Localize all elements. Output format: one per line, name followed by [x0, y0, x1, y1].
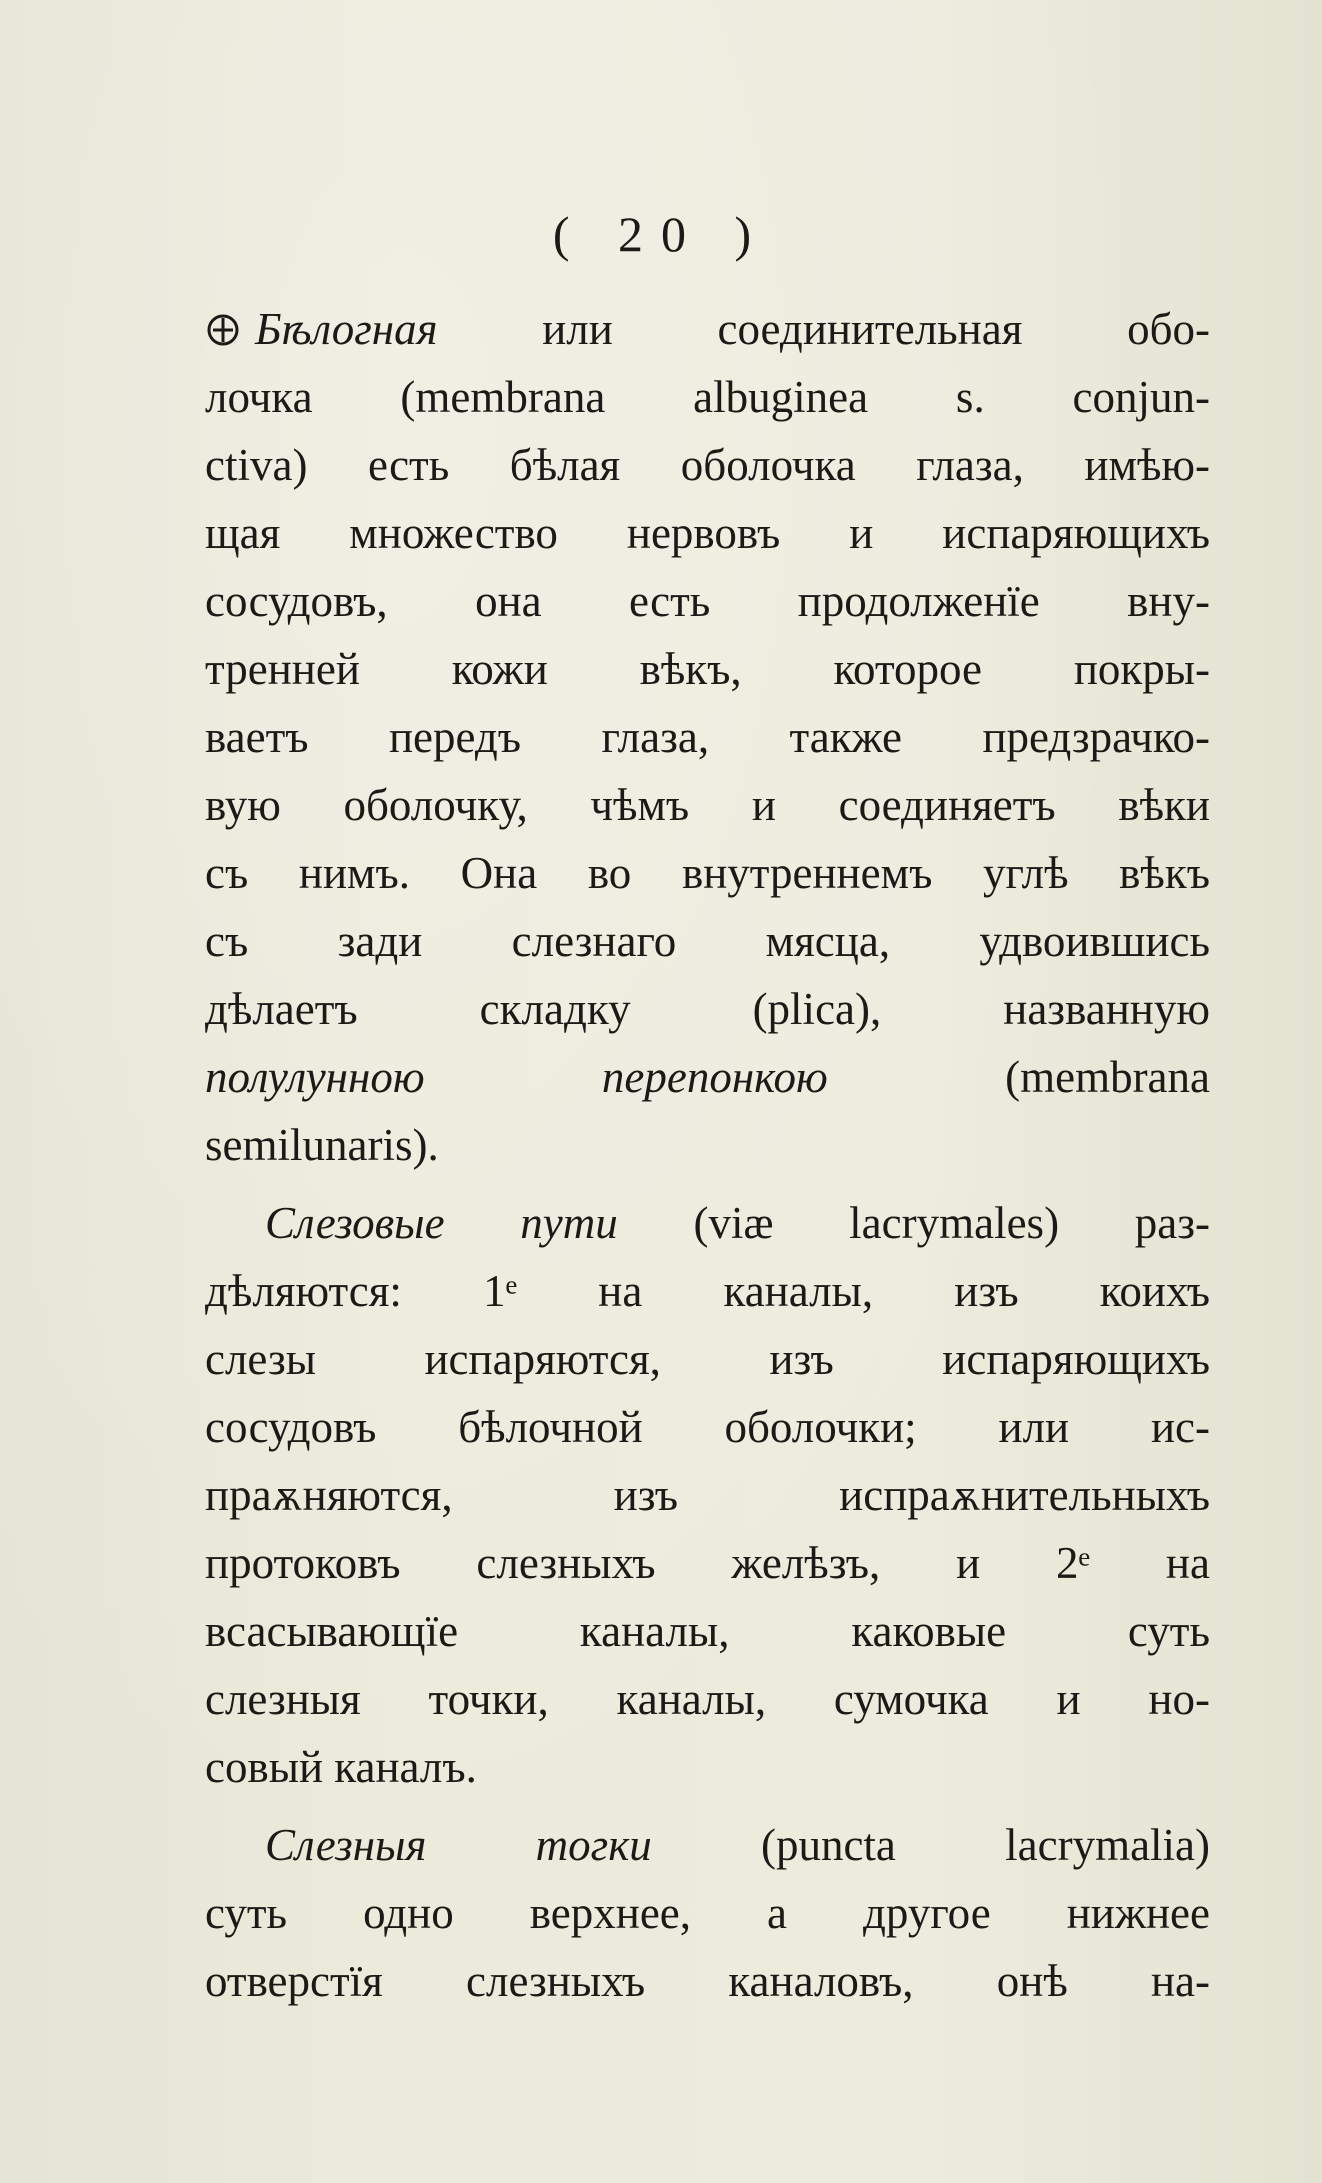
line-text: (viæ lacrymales) раз-: [617, 1198, 1210, 1248]
body-text: [205, 295, 1210, 2015]
text-line: [205, 1043, 1210, 1111]
line-text: всасывающїе каналы, каковые суть: [205, 1606, 1210, 1656]
line-text: совый каналъ.: [205, 1742, 477, 1792]
text-line: [205, 1597, 1210, 1665]
text-line: [205, 1879, 1210, 1947]
line-text: ctiva) есть бѣлая оболочка глаза, имѣю-: [205, 440, 1210, 490]
line-text: semilunaris).: [205, 1120, 439, 1170]
italic-term: полулунною перепонкою: [205, 1052, 828, 1102]
line-text: вую оболочку, чѣмъ и соединяетъ вѣки: [205, 780, 1210, 830]
text-line: [205, 1393, 1210, 1461]
line-text: сосудовъ, она есть продолженїе вну-: [205, 576, 1210, 626]
text-line: [205, 1733, 1210, 1801]
line-text: протоковъ слезныхъ желѣзъ, и 2ᵉ на: [205, 1538, 1210, 1588]
text-line: [205, 567, 1210, 635]
text-line: [205, 499, 1210, 567]
text-line: [205, 1529, 1210, 1597]
italic-term: Слезныя тогки: [265, 1820, 652, 1870]
text-line: [205, 1947, 1210, 2015]
line-text: (membrana: [827, 1052, 1210, 1102]
text-line: [205, 635, 1210, 703]
italic-term: Слезовые пути: [265, 1198, 618, 1248]
line-text: тренней кожи вѣкъ, которое покры-: [205, 644, 1210, 694]
line-text: щая множество нервовъ и испаряющихъ: [205, 508, 1210, 558]
line-text: съ нимъ. Она во внутреннемъ углѣ вѣкъ: [205, 848, 1210, 898]
line-text: праѫняются, изъ испраѫнительныхъ: [205, 1470, 1210, 1520]
text-line: [205, 1461, 1210, 1529]
text-line: [205, 703, 1210, 771]
line-text: ваетъ передъ глаза, также предзрачко-: [205, 712, 1210, 762]
line-text: дѣляются: 1ᵉ на каналы, изъ коихъ: [205, 1266, 1210, 1316]
line-text: слезы испаряются, изъ испаряющихъ: [205, 1334, 1210, 1384]
line-text: слезныя точки, каналы, сумочка и но-: [205, 1674, 1210, 1724]
line-text: (puncta lacrymalia): [651, 1820, 1210, 1870]
text-line: [205, 771, 1210, 839]
text-line: [205, 1665, 1210, 1733]
line-text: суть одно верхнее, а другое нижнее: [205, 1888, 1210, 1938]
line-text: отверстїя слезныхъ каналовъ, онѣ на-: [205, 1956, 1210, 2006]
text-line: [205, 907, 1210, 975]
italic-term: Бѣлогная: [255, 304, 438, 354]
page-number: ( 20 ): [552, 206, 770, 262]
text-line: [205, 295, 1210, 363]
text-line: [205, 431, 1210, 499]
line-text: съ зади слезнаго мясца, удвоившись: [205, 916, 1210, 966]
line-text: или соединительная обо-: [437, 304, 1210, 354]
line-text: сосудовъ бѣлочной оболочки; или ис-: [205, 1402, 1210, 1452]
text-line: [205, 839, 1210, 907]
text-line: [205, 1325, 1210, 1393]
text-line: [205, 975, 1210, 1043]
text-line: [205, 1111, 1210, 1179]
line-text: дѣлаетъ складку (plica), названную: [205, 984, 1210, 1034]
text-line: [205, 1189, 1210, 1257]
text-line: [205, 1811, 1210, 1879]
line-text: лочка (membrana albuginea s. conjun-: [205, 372, 1210, 422]
section-mark-icon: [205, 312, 241, 348]
text-line: [205, 363, 1210, 431]
text-line: [205, 1257, 1210, 1325]
